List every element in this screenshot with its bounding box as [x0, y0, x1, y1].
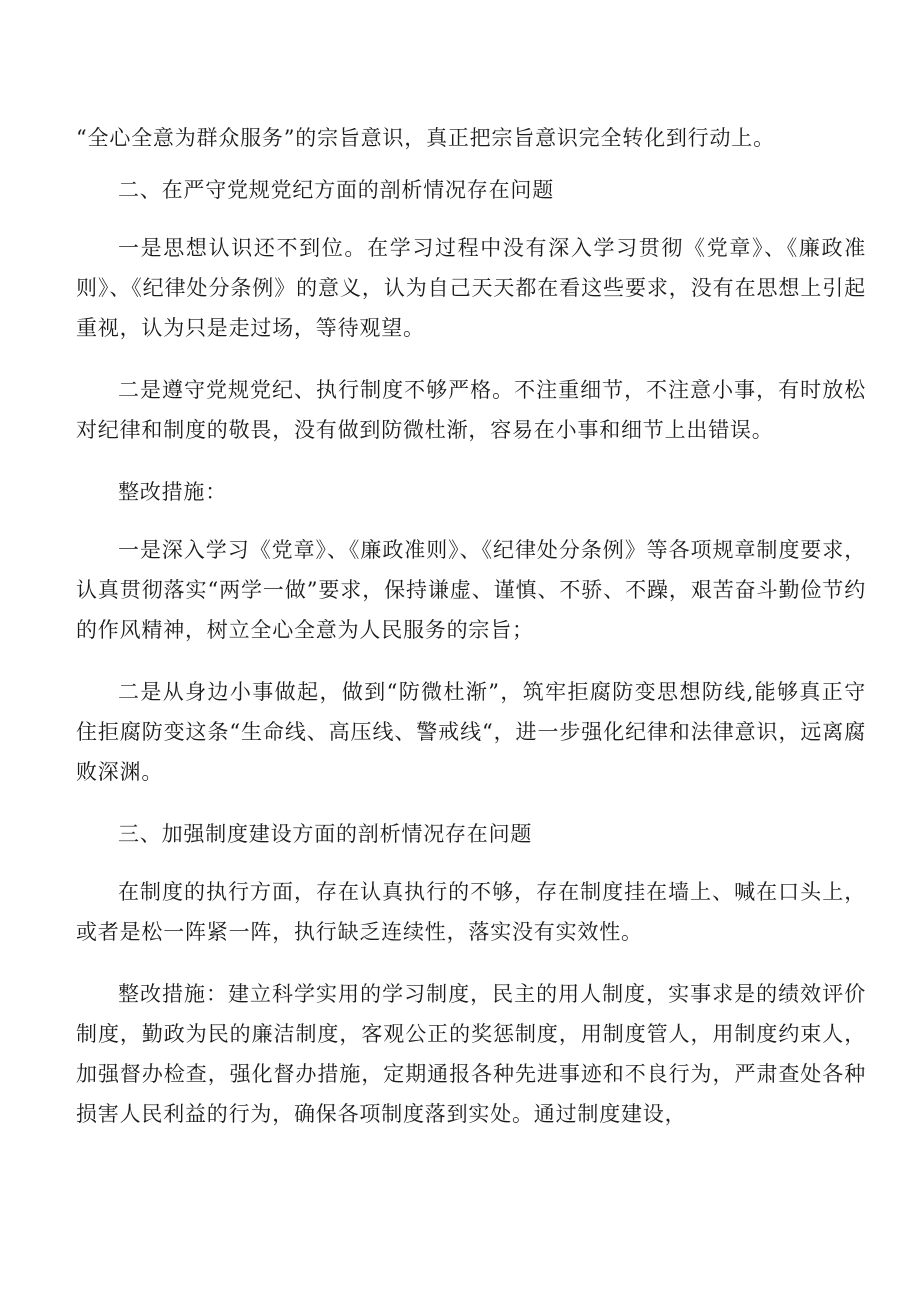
paragraph-system-problem: 在制度的执行方面，存在认真执行的不够，存在制度挂在墙上、喊在口头上，或者是松一阵紧一阵，执行缺乏连续性，落实没有实效性。 [76, 880, 866, 944]
paragraph-system-measure: 整改措施：建立科学实用的学习制度，民主的用人制度，实事求是的绩效评价制度，勤政为民的廉洁制度，客观公正的奖惩制度，用制度管人，用制度约束人，加强督办检查，强化督办措施，定期通报各种先进事迹和不良行为，严肃查处各种损害人民利益的行为，确保各项制度落到实处。通过制度建设， [76, 982, 866, 1126]
paragraph-measure-1: 一是深入学习《党章》、《廉政准则》、《纪律处分条例》等各项规章制度要求，认真贯彻落实“两学一做”要求，保持谦虚、谨慎、不骄、不躁，艰苦奋斗勤俭节约的作风精神，树立全心全意为人民服务的宗旨； [76, 538, 866, 642]
paragraph-measure-2: 二是从身边小事做起，做到“防微杜渐”，筑牢拒腐防变思想防线,能够真正守住拒腐防变这条“生命线、高压线、警戒线“，进一步强化纪律和法律意识，远离腐败深渊。 [76, 680, 866, 784]
paragraph-continuation: “全心全意为群众服务”的宗旨意识，真正把宗旨意识完全转化到行动上。 [76, 126, 775, 150]
paragraph-problem-1: 一是思想认识还不到位。在学习过程中没有深入学习贯彻《党章》、《廉政准则》、《纪律处分条例》的意义，认为自己天天都在看这些要求，没有在思想上引起重视，认为只是走过场，等待观望。 [76, 236, 866, 340]
section-heading-3: 三、加强制度建设方面的剖析情况存在问题 [118, 822, 533, 846]
document-page [76, 118, 866, 1134]
rectification-heading: 整改措施： [118, 480, 227, 504]
paragraph-problem-2: 二是遵守党规党纪、执行制度不够严格。不注重细节，不注意小事，有时放松对纪律和制度的敬畏，没有做到防微杜渐，容易在小事和细节上出错误。 [76, 378, 866, 442]
section-heading-2: 二、在严守党规党纪方面的剖析情况存在问题 [118, 178, 554, 202]
